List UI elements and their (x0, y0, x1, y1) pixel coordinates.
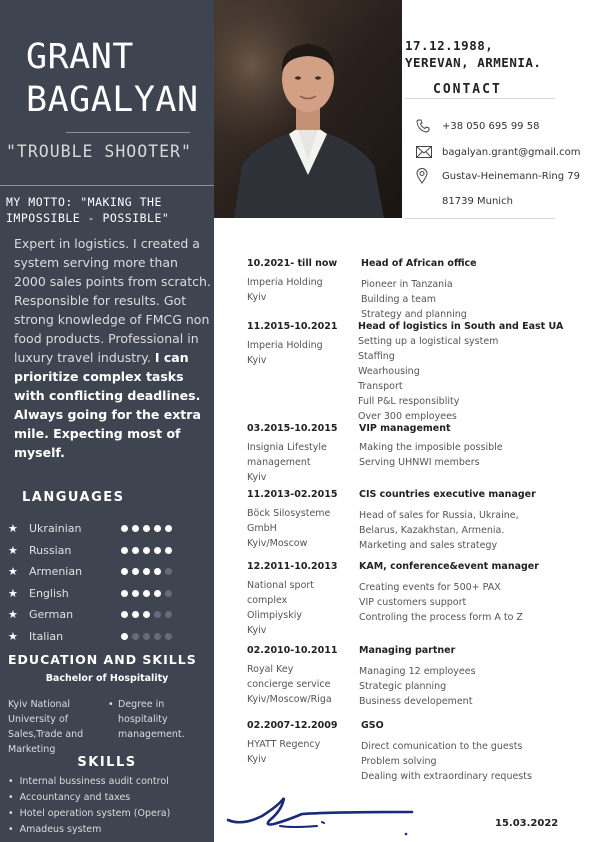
job-dates: 11.2015-10.2021 (247, 321, 338, 332)
level-dot (154, 590, 161, 597)
level-dot (154, 633, 161, 640)
street-address: Gustav-Heinemann-Ring 79 (442, 170, 581, 182)
job-company: National sport complex Olimpiyskiy Kyiv (247, 580, 315, 636)
level-dot (154, 611, 161, 618)
level-dot (121, 525, 128, 532)
job-role: Head of logistics in South and East UA (358, 321, 564, 332)
skill-item: • Accountancy and taxes (8, 790, 212, 806)
language-level (121, 633, 172, 640)
job-role: KAM, conference&event manager (359, 561, 539, 572)
contact-address (416, 168, 580, 184)
sidebar (0, 0, 214, 842)
languages-list (8, 518, 208, 647)
job-description: Direct comunication to the guests Problem solving Dealing with extraordinary requests (361, 741, 532, 782)
job-dates: 03.2015-10.2015 (247, 423, 338, 434)
star-icon: ★ (8, 543, 18, 557)
level-dot (121, 611, 128, 618)
level-dot (165, 633, 172, 640)
job-company: Insignia Lifestyle management Kyiv (247, 442, 327, 483)
skill-item: • Internal bussiness audit control (8, 774, 212, 790)
star-icon: ★ (8, 565, 18, 579)
job-description: Managing 12 employees Strategic planning Business developement (359, 666, 476, 707)
level-dot (143, 568, 150, 575)
job-description: Pioneer in Tanzania Building a team Strategy and planning (361, 279, 467, 320)
tagline: "TROUBLE SHOOTER" (6, 142, 192, 161)
language-item (8, 540, 208, 562)
mail-icon (416, 144, 440, 160)
zip-city: 81739 Munich (442, 196, 513, 207)
profile-photo (214, 0, 402, 218)
star-icon: ★ (8, 629, 18, 643)
level-dot (121, 568, 128, 575)
phone-icon (416, 118, 440, 134)
skills-title: SKILLS (77, 755, 137, 770)
star-icon: ★ (8, 586, 18, 600)
language-level (121, 590, 172, 597)
location-pin-icon (416, 168, 440, 184)
level-dot (132, 590, 139, 597)
job-role: CIS countries executive manager (359, 489, 536, 500)
phone-number[interactable]: +38 050 695 99 58 (442, 120, 540, 132)
level-dot (132, 525, 139, 532)
job-dates: 12.2011-10.2013 (247, 561, 338, 572)
level-dot (132, 547, 139, 554)
birth-info (405, 37, 541, 71)
skills-list (8, 774, 212, 838)
job-dates: 02.2007-12.2009 (247, 720, 338, 731)
job-description: Making the imposible possible Serving UHNWI members (359, 442, 503, 468)
level-dot (143, 611, 150, 618)
job-role: VIP management (359, 423, 451, 434)
job-dates: 11.2013-02.2015 (247, 489, 338, 500)
job-company: Royal Key concierge service Kyiv/Moscow/Riga (247, 664, 332, 705)
contact-divider-top (405, 98, 555, 99)
level-dot (143, 525, 150, 532)
job-role: GSO (361, 720, 384, 731)
level-dot (154, 547, 161, 554)
level-dot (165, 547, 172, 554)
job-company: Böck Silosysteme GmbH Kyiv/Moscow (247, 508, 331, 549)
language-name: Armenian (29, 565, 83, 579)
level-dot (121, 633, 128, 640)
level-dot (154, 525, 161, 532)
degree-detail: Degree in hospitality management. (118, 699, 185, 740)
star-icon: ★ (8, 608, 18, 622)
degree-detail-item (108, 697, 208, 742)
language-item (8, 518, 208, 540)
language-name: Russian (29, 543, 72, 557)
signature-date: 15.03.2022 (495, 818, 559, 829)
skill-item: • Hotel operation system (Opera) (8, 806, 212, 822)
job-dates: 10.2021- till now (247, 258, 338, 269)
degree-title: Bachelor of Hospitality (45, 673, 169, 684)
language-item (8, 626, 208, 648)
level-dot (121, 590, 128, 597)
language-level (121, 611, 172, 618)
full-name: GRANT BAGALYAN (26, 37, 199, 120)
contact-phone (416, 118, 539, 134)
name-divider (66, 132, 190, 133)
language-name: Ukrainian (29, 522, 82, 536)
signature-image (222, 790, 422, 840)
job-description: Creating events for 500+ PAX VIP customers support Controling the process form A to Z (359, 582, 523, 623)
job-description: Head of sales for Russia, Ukraine, Belarus, Kazakhstan, Armenia. Marketing and sales strategy (359, 510, 519, 551)
job-role: Managing partner (359, 645, 456, 656)
language-name: English (29, 586, 69, 600)
level-dot (165, 525, 172, 532)
level-dot (165, 611, 172, 618)
university: Kyiv National University of Sales,Trade and Marketing (8, 699, 84, 755)
job-company: Imperia Holding Kyiv (247, 340, 323, 366)
languages-title: LANGUAGES (22, 490, 125, 505)
contact-divider-bottom (405, 218, 555, 219)
birth-place: YEREVAN, ARMENIA. (405, 55, 542, 70)
portrait-image (214, 0, 402, 218)
language-item (8, 604, 208, 626)
job-dates: 02.2010-10.2011 (247, 645, 338, 656)
level-dot (143, 547, 150, 554)
level-dot (165, 568, 172, 575)
job-description: Setting up a logistical system Staffing Wearhousing Transport Full P&L responsiblity Over 300 employees (358, 336, 499, 422)
email-address[interactable]: bagalyan.grant@gmail.com (442, 146, 581, 158)
star-icon: ★ (8, 522, 18, 536)
level-dot (132, 568, 139, 575)
language-level (121, 568, 172, 575)
language-level (121, 525, 172, 532)
bullet-icon: • (108, 699, 114, 710)
level-dot (121, 547, 128, 554)
about-text (14, 234, 212, 462)
skill-item: • Amadeus system (8, 822, 212, 838)
level-dot (132, 633, 139, 640)
language-item (8, 583, 208, 605)
birth-date: 17.12.1988, (405, 38, 494, 53)
contact-title: CONTACT (433, 82, 502, 97)
language-level (121, 547, 172, 554)
level-dot (143, 633, 150, 640)
motto-divider (0, 185, 214, 186)
job-company: Imperia Holding Kyiv (247, 277, 323, 303)
level-dot (165, 590, 172, 597)
level-dot (143, 590, 150, 597)
level-dot (154, 568, 161, 575)
job-company: HYATT Regency Kyiv (247, 739, 321, 765)
language-name: German (29, 608, 74, 622)
motto: MY MOTTO: "MAKING THE IMPOSSIBLE - POSSIBLE" (6, 195, 170, 225)
level-dot (132, 611, 139, 618)
education-title: EDUCATION AND SKILLS (8, 652, 197, 667)
contact-email (416, 144, 580, 160)
about-bold: I can prioritize complex tasks with conflicting deadlines. Always going for the extra mile. Expecting most of myself. (14, 350, 201, 460)
language-name: Italian (29, 629, 64, 643)
job-role: Head of African office (361, 258, 477, 269)
about-normal: Expert in logistics. I created a system serving more than 2000 sales points from scratch. Responsible for results. Got strong knowledge of FMCG non food products. Professional in luxury travel industry. (14, 236, 211, 365)
language-item (8, 561, 208, 583)
